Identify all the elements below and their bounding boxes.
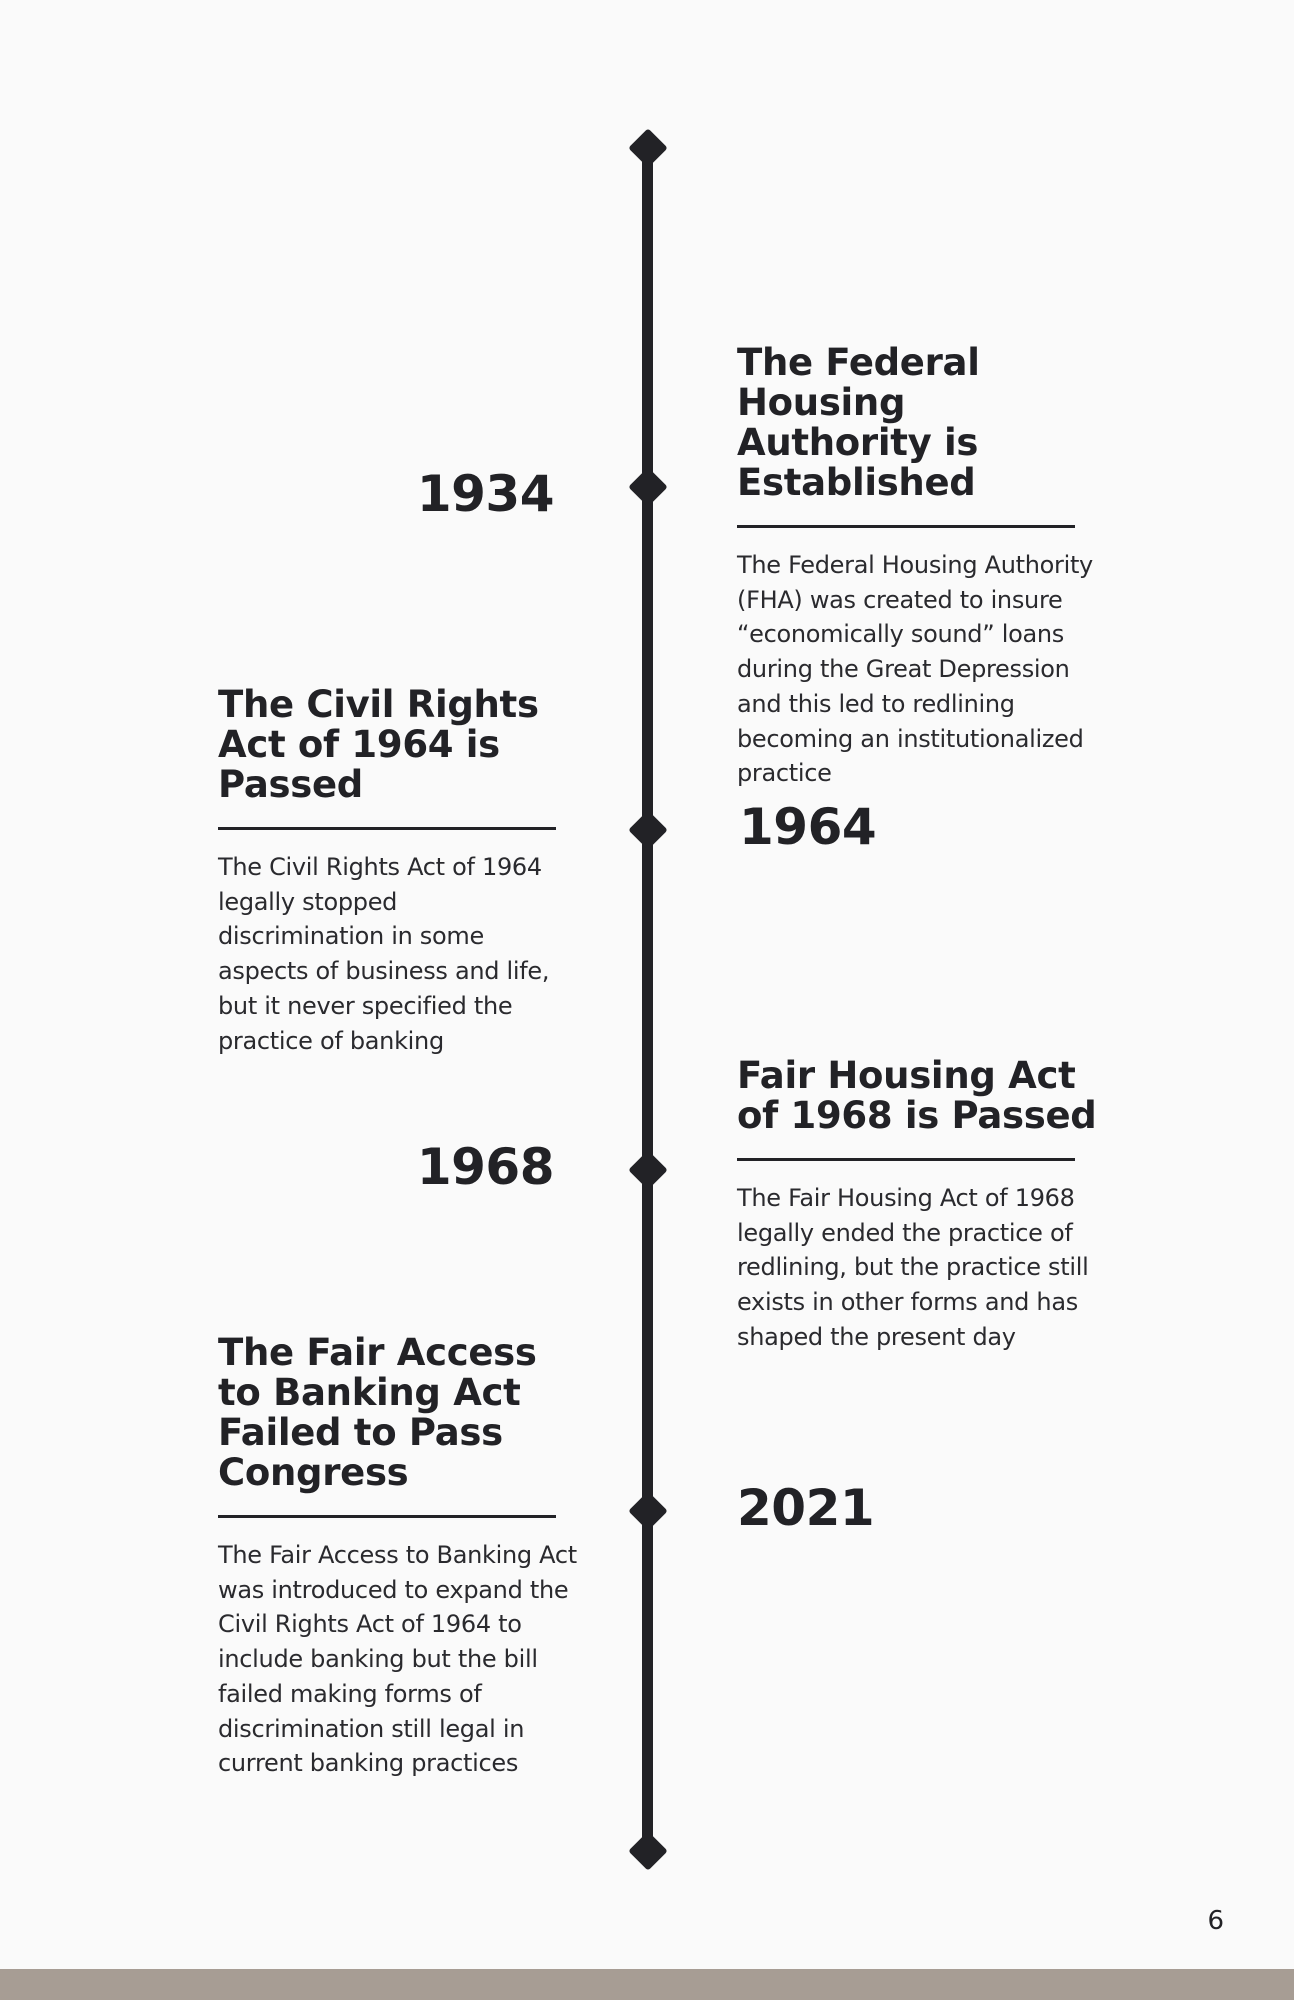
- divider: [218, 1515, 556, 1518]
- page-number: 6: [1207, 1906, 1224, 1936]
- event-1964: [218, 685, 558, 1058]
- footer-bar: [0, 1969, 1294, 2000]
- timeline-end-node: [628, 1831, 668, 1871]
- year-label-1934: 1934: [416, 465, 554, 523]
- divider: [737, 1158, 1075, 1161]
- timeline-node-1934: [628, 467, 668, 507]
- timeline-axis: [642, 146, 653, 1850]
- event-1968: [737, 1056, 1097, 1355]
- event-title: The Fair Access to Banking Act Failed to Pass Congress: [218, 1331, 537, 1494]
- event-1934: [737, 343, 1097, 791]
- year-label-1964: 1964: [739, 798, 877, 856]
- timeline-node-1964: [628, 810, 668, 850]
- divider: [218, 827, 556, 830]
- event-title: The Civil Rights Act of 1964 is Passed: [218, 683, 539, 806]
- event-description: The Civil Rights Act of 1964 legally stopped discrimination in some aspects of business and life, but it never specified the practice of banking: [218, 853, 550, 1055]
- timeline-node-1968: [628, 1150, 668, 1190]
- event-title: Fair Housing Act of 1968 is Passed: [737, 1054, 1097, 1137]
- divider: [737, 525, 1075, 528]
- event-description: The Fair Access to Banking Act was introduced to expand the Civil Rights Act of 1964 to include banking but the bill failed making forms of discrimination still legal in current banking practices: [218, 1541, 577, 1778]
- year-label-2021: 2021: [737, 1479, 875, 1537]
- event-description: The Fair Housing Act of 1968 legally ended the practice of redlining, but the practice still exists in other forms and has shaped the present day: [737, 1184, 1089, 1351]
- timeline-node-2021: [628, 1491, 668, 1531]
- event-2021: [218, 1333, 584, 1781]
- event-description: The Federal Housing Authority (FHA) was created to insure “economically sound” loans during the Great Depression and this led to redlining becoming an institutionalized practice: [737, 551, 1093, 788]
- timeline-start-node: [628, 128, 668, 168]
- year-label-1968: 1968: [416, 1138, 554, 1196]
- event-title: The Federal Housing Authority is Established: [737, 341, 980, 504]
